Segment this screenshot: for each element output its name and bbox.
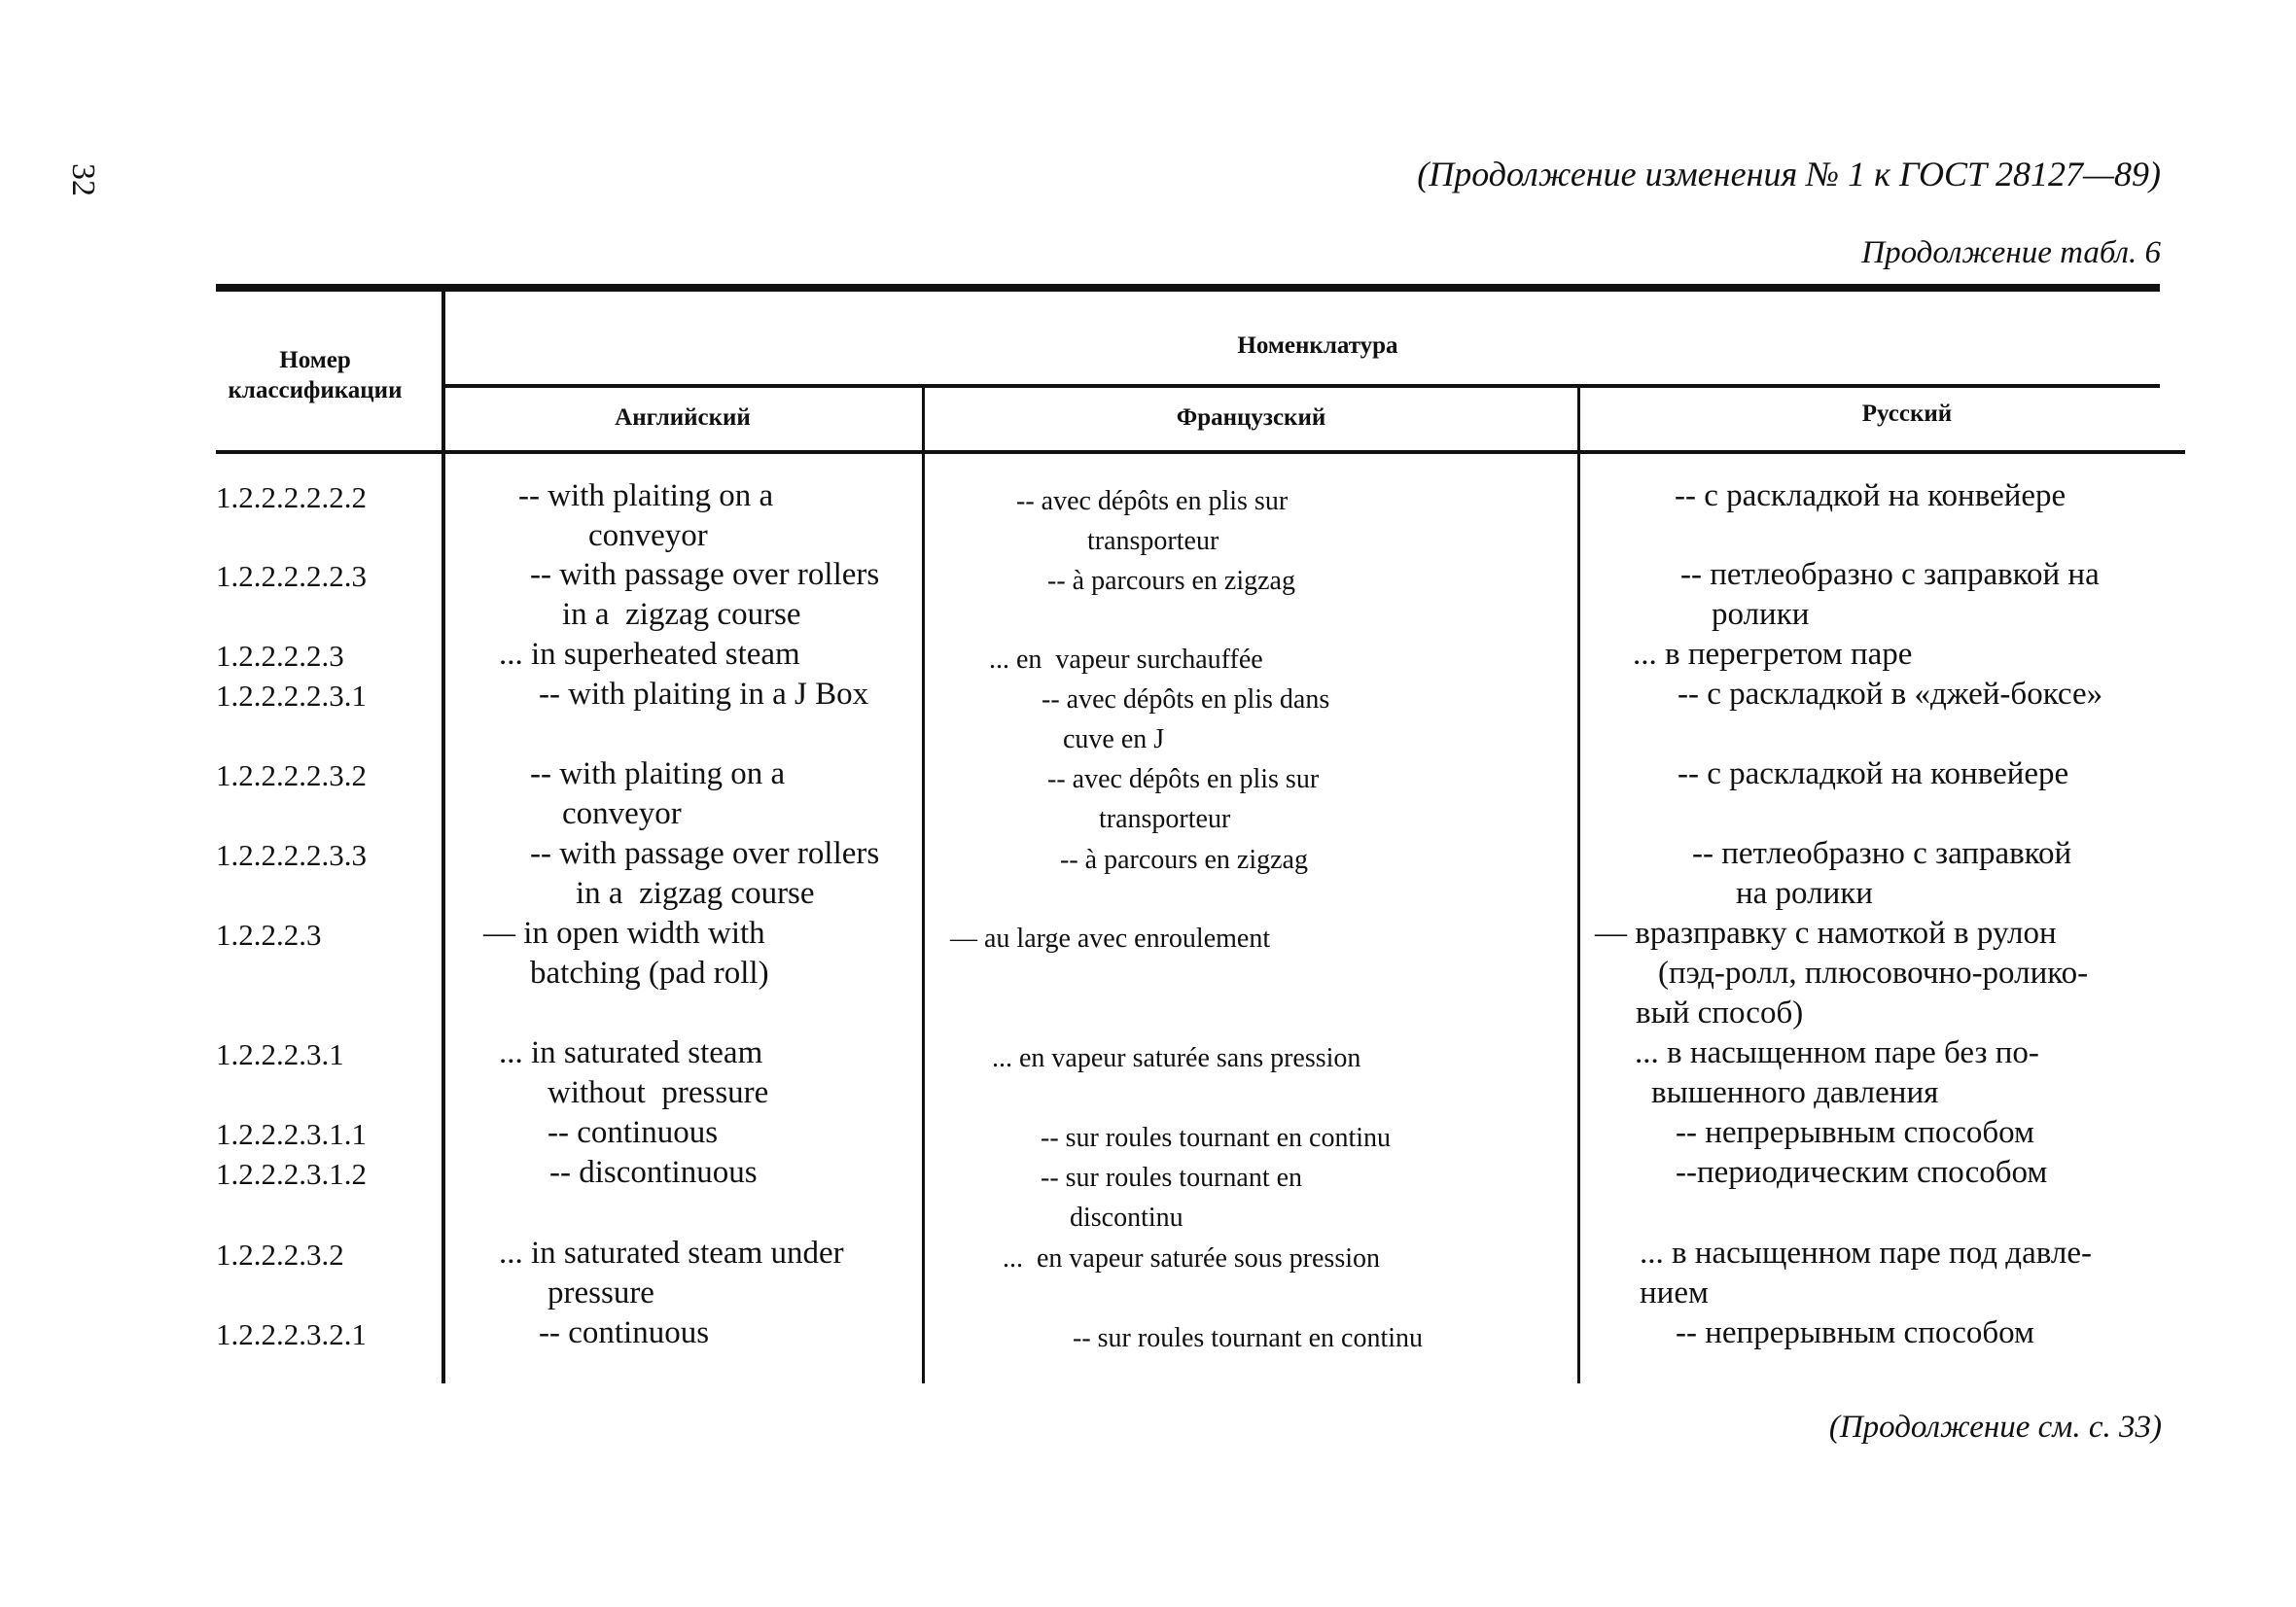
english-term: -- with plaiting in a J Box: [539, 677, 869, 712]
english-term-cont: pressure: [548, 1275, 654, 1310]
french-term-cont: discontinu: [1070, 1203, 1183, 1233]
classification-number: 1.2.2.2.3.1.1: [216, 1117, 367, 1151]
russian-term-cont: вышенного давления: [1651, 1075, 1939, 1110]
english-term-cont: in a zigzag course: [562, 597, 801, 632]
column-divider-english: [922, 386, 925, 1383]
russian-term: -- петлеобразно с заправкой: [1692, 836, 2072, 871]
russian-term: -- непрерывным способом: [1676, 1315, 2034, 1350]
russian-term-cont: нием: [1640, 1275, 1709, 1310]
russian-term: --периодическим способом: [1676, 1155, 2048, 1190]
continuation-header: (Продолжение изменения № 1 к ГОСТ 28127—89): [1417, 155, 2161, 193]
russian-term-cont: ролики: [1712, 597, 1810, 632]
russian-term-cont: вый способ): [1636, 996, 1804, 1031]
french-term: -- à parcours en zigzag: [1060, 845, 1308, 875]
classification-number: 1.2.2.2.2.3.3: [216, 838, 367, 872]
english-term-cont: without pressure: [548, 1075, 769, 1110]
russian-term: -- петлеобразно с заправкой на: [1680, 557, 2100, 592]
classification-number: 1.2.2.2.3.2.1: [216, 1317, 367, 1351]
column-divider-french: [1577, 386, 1580, 1383]
french-term-cont: transporteur: [1087, 526, 1219, 556]
french-term: -- avec dépôts en plis dans: [1042, 684, 1330, 715]
header-french: Французский: [1176, 404, 1326, 431]
french-term: ... en vapeur saturée sous pression: [1003, 1243, 1381, 1274]
english-term: -- continuous: [548, 1115, 719, 1150]
classification-number: 1.2.2.2.3.1: [216, 1037, 344, 1071]
classification-number: 1.2.2.2.2.3: [216, 639, 344, 673]
english-term: ... in saturated steam under: [499, 1236, 844, 1271]
english-term-cont: in a zigzag course: [576, 876, 815, 911]
russian-term-cont: на ролики: [1736, 876, 1873, 911]
french-term: -- avec dépôts en plis sur: [1047, 764, 1320, 794]
russian-term: ... в перегретом паре: [1633, 637, 1913, 672]
classification-number: 1.2.2.2.3.2: [216, 1238, 344, 1272]
english-term: — in open width with: [483, 916, 765, 951]
english-term: ... in saturated steam: [499, 1035, 763, 1070]
column-divider-number: [442, 290, 445, 1383]
header-nomenclature: Номенклатура: [1237, 332, 1398, 359]
header-number: Номер классификации: [228, 347, 403, 403]
russian-term-cont: (пэд-ролл, плюсовочно-ролико-: [1658, 956, 2089, 991]
classification-number: 1.2.2.2.3.1.2: [216, 1157, 367, 1191]
french-term: ... en vapeur surchauffée: [989, 645, 1263, 675]
english-term: -- continuous: [539, 1315, 710, 1350]
russian-term: -- непрерывным способом: [1676, 1115, 2034, 1150]
english-term: -- with plaiting on a: [518, 478, 774, 513]
russian-term: ... в насыщенном паре без по-: [1635, 1035, 2039, 1070]
english-term-cont: batching (pad roll): [530, 956, 769, 991]
french-term: -- sur roules tournant en: [1041, 1163, 1303, 1193]
russian-term: -- с раскладкой на конвейере: [1675, 478, 2066, 513]
page-number: 32: [65, 163, 101, 196]
russian-term: ... в насыщенном паре под давле-: [1640, 1236, 2092, 1271]
french-term: ... en vapeur saturée sans pression: [992, 1043, 1361, 1073]
french-term-cont: transporteur: [1099, 804, 1231, 834]
table-continuation-label: Продолжение табл. 6: [1861, 235, 2161, 270]
classification-number: 1.2.2.2.3: [216, 918, 322, 952]
french-term: -- à parcours en zigzag: [1047, 566, 1295, 596]
french-term-cont: cuve en J: [1063, 724, 1165, 754]
english-term: -- with passage over rollers: [530, 557, 880, 592]
continuation-footer: (Продолжение см. с. 33): [1828, 1410, 2162, 1445]
classification-number: 1.2.2.2.2.3.1: [216, 679, 367, 713]
english-term: -- discontinuous: [549, 1155, 758, 1190]
classification-number: 1.2.2.2.2.3.2: [216, 758, 367, 792]
english-term-cont: conveyor: [588, 518, 708, 553]
header-russian: Русский: [1861, 401, 1953, 427]
russian-term: — вразправку с намоткой в рулон: [1595, 916, 2057, 951]
english-term-cont: conveyor: [562, 796, 682, 831]
french-term: -- sur roules tournant en continu: [1073, 1323, 1424, 1353]
russian-term: -- с раскладкой на конвейере: [1678, 756, 2069, 791]
header-english: Английский: [615, 404, 751, 431]
english-term: ... in superheated steam: [499, 637, 800, 672]
table-top-rule: [216, 284, 2160, 292]
classification-number: 1.2.2.2.2.2.3: [216, 559, 367, 593]
classification-number: 1.2.2.2.2.2.2: [216, 480, 367, 514]
english-term: -- with passage over rollers: [530, 836, 880, 871]
subheader-rule: [443, 384, 2160, 388]
french-term: -- avec dépôts en plis sur: [1016, 486, 1289, 516]
english-term: -- with plaiting on a: [530, 756, 786, 791]
header-bottom-rule: [216, 450, 2185, 454]
french-term: — au large avec enroulement: [950, 924, 1271, 954]
russian-term: -- с раскладкой в «джей-боксе»: [1678, 677, 2103, 712]
french-term: -- sur roules tournant en continu: [1041, 1123, 1392, 1153]
